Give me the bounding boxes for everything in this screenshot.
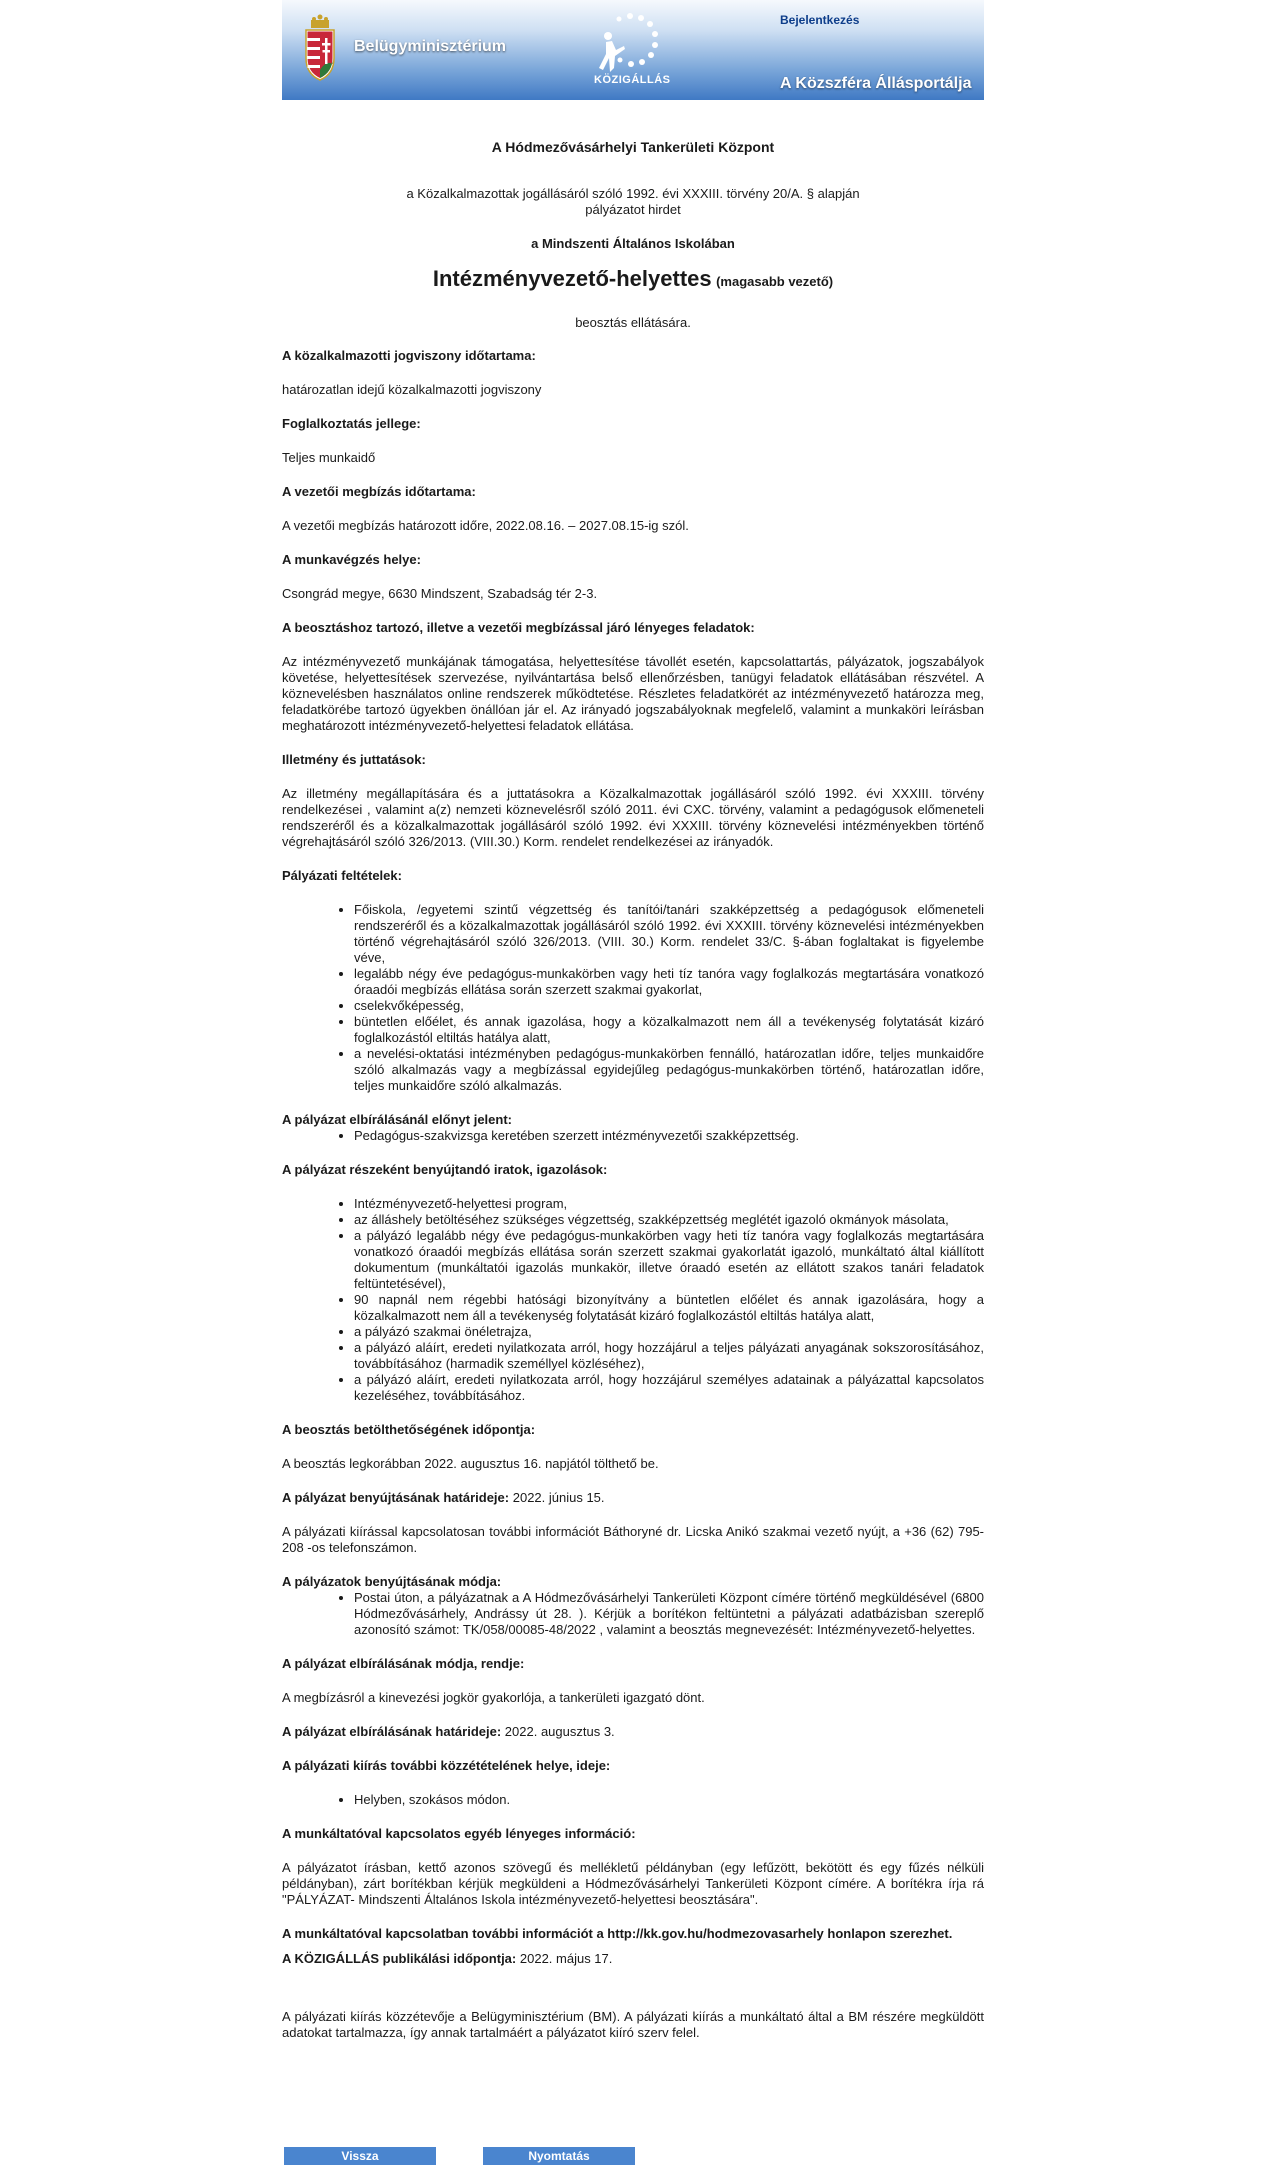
employer-title: A Hódmezővásárhelyi Tankerületi Központ: [491, 139, 775, 155]
school-name: a Mindszenti Általános Iskolában: [531, 236, 735, 251]
duration-text: határozatlan idejű közalkalmazotti jogviszony: [282, 382, 542, 397]
list-item: • a pályázó legalább négy éve pedagógus-munkakörben vagy heti tíz tanóra vagy foglalkozás megtartására vonatkozó óraadói megbízás ellátása során szerzett szakmai gyakorlatát igazoló, munkáltató által kiállított dokumentum (munkáltatói igazolás munkakör, illetve óraadó esetén az ellátott szakos tanári feladatok feltüntetésével),: [354, 1228, 984, 1292]
mandate-heading: A vezetői megbízás időtartama:: [282, 484, 476, 499]
place-heading: A munkavégzés helye:: [282, 552, 421, 567]
page-container: [282, 0, 984, 2040]
list-item: • cselekvőképesség,: [354, 998, 984, 1014]
other-text: A pályázatot írásban, kettő azonos szövegű és mellékletű példányban (egy lefűzött, bekötött és egy fűzés nélküli példányban), zárt borítékban kérjük megküldeni a Hódmezővásárhelyi Tankerületi Központ címére. A borítékra írja rá "PÁLYÁZAT- Mindszenti Általános Iskola intézményvezető-helyettesi beosztására".: [282, 1860, 984, 1907]
list-item: • 90 napnál nem régebbi hatósági bizonyítvány a büntetlen előélet és annak igazolására, hogy a közalkalmazott nem áll a tevékenység folytatását kizáró foglalkozástól eltiltás hatálya alatt,: [354, 1292, 984, 1324]
kozigallas-date: 2022. május 17.: [519, 1951, 613, 1966]
list-item: • Postai úton, a pályázatnak a A Hódmezővásárhelyi Tankerületi Központ címére történő megküldésével (6800 Hódmezővásárhely, Andrássy út 28. ). Kérjük a borítékon feltüntetni a pályázati adatbázisban szereplő azonosító számot: TK/058/00085-48/2022 , valamint a beosztás megnevezését: Intézményvezető-helyettes.: [354, 1590, 984, 1638]
list-item: • Helyben, szokásos módon.: [354, 1792, 984, 1808]
deadline-heading: A pályázat benyújtásának határideje:: [282, 1490, 510, 1505]
law-line-2: pályázatot hirdet: [585, 202, 681, 217]
deadline-line: [282, 1490, 984, 1506]
ministry-name: Belügyminisztérium: [354, 38, 507, 55]
list-item: • a pályázó szakmai önéletrajza,: [354, 1324, 984, 1340]
list-item: • büntetlen előélet, és annak igazolása, hogy a közalkalmazott nem áll a tevékenység folytatását kizáró foglalkozástól eltiltás hatálya alatt,: [354, 1014, 984, 1046]
advantage-heading: A pályázat elbírálásánál előnyt jelent:: [282, 1112, 512, 1127]
login-link[interactable]: Bejelentkezés: [780, 13, 860, 27]
eval-deadline-date: 2022. augusztus 3.: [504, 1724, 615, 1739]
eval-deadline-line: [282, 1724, 984, 1740]
list-item: • Pedagógus-szakvizsga keretében szerzett intézményvezetői szakképzettség.: [354, 1128, 984, 1144]
salary-heading: Illetmény és juttatások:: [282, 752, 426, 767]
deadline-date: 2022. június 15.: [512, 1490, 605, 1505]
list-item: • a pályázó aláírt, eredeti nyilatkozata arról, hogy hozzájárul a teljes pályázati anyagának sokszorosításához, továbbításához (harmadik személlyel közléséhez),: [354, 1340, 984, 1372]
duration-heading: A közalkalmazotti jogviszony időtartama:: [282, 348, 536, 363]
employment-text: Teljes munkaidő: [282, 450, 376, 465]
list-item: • a pályázó aláírt, eredeti nyilatkozata arról, hogy hozzájárul személyes adatainak a pályázattal kapcsolatos kezeléséhez, továbbításához.: [354, 1372, 984, 1404]
position-purpose: beosztás ellátására.: [575, 315, 691, 330]
submit-heading: A pályázatok benyújtásának módja:: [282, 1574, 502, 1589]
documents-heading: A pályázat részeként benyújtandó iratok, igazolások:: [282, 1162, 608, 1177]
list-item: • Intézményvezető-helyettesi program,: [354, 1196, 984, 1212]
tasks-heading: A beosztáshoz tartozó, illetve a vezetői megbízással járó lényeges feladatok:: [282, 620, 755, 635]
print-button[interactable]: Nyomtatás: [483, 2147, 635, 2165]
coat-of-arms-icon: [302, 14, 338, 82]
evaluation-text: A megbízásról a kinevezési jogkör gyakorlója, a tankerületi igazgató dönt.: [282, 1690, 705, 1705]
back-button[interactable]: Vissza: [284, 2147, 436, 2165]
publish-heading: A pályázati kiírás további közzétételének helye, ideje:: [282, 1758, 611, 1773]
contact-text: A munkáltatóval kapcsolatban további információt a http://kk.gov.hu/hodmezovasarhely honlapon szerezhet.: [282, 1926, 953, 1941]
evaluation-heading: A pályázat elbírálásának módja, rendje:: [282, 1656, 525, 1671]
position-title: [282, 266, 984, 292]
mandate-text: A vezetői megbízás határozott időre, 2022.08.16. – 2027.08.15-ig szól.: [282, 518, 689, 533]
kozigallas-date-heading: A KÖZIGÁLLÁS publikálási időpontja:: [282, 1951, 517, 1966]
publish-list: [282, 1792, 984, 1808]
disclaimer-text: A pályázati kiírás közzétevője a Belügyminisztérium (BM). A pályázati kiírás a munkáltató által a BM részére megküldött adatokat tartalmazza, így annak tartalmáért a pályázatot kiíró szerv felel.: [282, 2009, 984, 2040]
kozigallas-label: KÖZIGÁLLÁS: [594, 74, 671, 86]
portal-title: A Közszféra Állásportálja: [780, 75, 972, 92]
place-text: Csongrád megye, 6630 Mindszent, Szabadság tér 2-3.: [282, 586, 598, 601]
law-line-1: a Közalkalmazottak jogállásáról szóló 1992. évi XXXIII. törvény 20/A. § alapján: [406, 186, 860, 201]
salary-text: Az illetmény megállapítására és a juttatásokra a Közalkalmazottak jogállásáról szóló 1992. évi XXXIII. törvény rendelkezései , valamint a(z) nemzeti köznevelésről szóló 2011. évi CXC. törvény, valamint a pedagógusok előmeneteli rendszeréről és a közalkalmazottak jogállásáról szóló 1992. évi XXXIII. törvény köznevelési intézményekben történő végrehajtásáról szóló 326/2013. (VIII.30.) Korm. rendelet rendelkezései az irányadók.: [282, 786, 984, 849]
info-text: A pályázati kiírással kapcsolatosan további információt Báthoryné dr. Licska Anikó szakmai vezető nyújt, a +36 (62) 795-208 -os telefonszámon.: [282, 1524, 984, 1555]
list-item: • legalább négy éve pedagógus-munkakörben vagy heti tíz tanóra vagy foglalkozás megtartására vonatkozó óraadói megbízás ellátása során szerzett szakmai gyakorlat,: [354, 966, 984, 998]
list-item: • az álláshely betöltéséhez szükséges végzettség, szakképzettség meglétét igazoló okmányok másolata,: [354, 1212, 984, 1228]
law-reference: [282, 186, 984, 218]
kozigallas-date-line: [282, 1951, 984, 1967]
position-note: (magasabb vezető): [716, 274, 834, 289]
job-details: [282, 348, 984, 2041]
header-banner: [282, 0, 984, 100]
list-item: • a nevelési-oktatási intézményben pedagógus-munkakörben fennálló, határozatlan időre, teljes munkaidőre szóló alkalmazás vagy a megbízással egyidejűleg pedagógus-munkakörben történő, határozatlan időre, teljes munkaidőre szóló alkalmazás.: [354, 1046, 984, 1094]
employment-heading: Foglalkoztatás jellege:: [282, 416, 421, 431]
conditions-heading: Pályázati feltételek:: [282, 868, 402, 883]
documents-list: [282, 1196, 984, 1404]
list-item: • Főiskola, /egyetemi szintű végzettség és tanítói/tanári szakképzettség a pedagógusok előmeneteli rendszeréről és a közalkalmazottak jogállásáról szóló 1992. évi XXXIII. törvény köznevelési intézményekben történő végrehajtásáról szóló 326/2013. (VIII. 30.) Korm. rendelet 33/C. §-ában foglaltakat is figyelembe véve,: [354, 902, 984, 966]
eval-deadline-heading: A pályázat elbírálásának határideje:: [282, 1724, 502, 1739]
other-heading: A munkáltatóval kapcsolatos egyéb lényeges információ:: [282, 1826, 636, 1841]
submit-list: [282, 1590, 984, 1638]
tasks-text: Az intézményvezető munkájának támogatása, helyettesítése távollét esetén, kapcsolattartás, pályázatok, jogszabályok követése, helyettesítések szervezése, nyilvántartása belső ellenőrzésben, tanügyi feladatok ellátásában részvétel. A köznevelésben használatos online rendszerek működtetése. Részletes feladatkörét az intézményvezető határozza meg, feladatkörébe tartozó ügyekben önállóan jár el. Az irányadó jogszabályoknak megfelelő, valamint a munkaköri leírásban meghatározott intézményvezető-helyettesi feladatok ellátása.: [282, 654, 984, 733]
position-name: Intézményvezető-helyettes: [432, 266, 712, 291]
start-heading: A beosztás betölthetőségének időpontja:: [282, 1422, 536, 1437]
conditions-list: [282, 902, 984, 1094]
advantage-list: [282, 1128, 984, 1144]
start-text: A beosztás legkorábban 2022. augusztus 16. napjától tölthető be.: [282, 1456, 659, 1471]
